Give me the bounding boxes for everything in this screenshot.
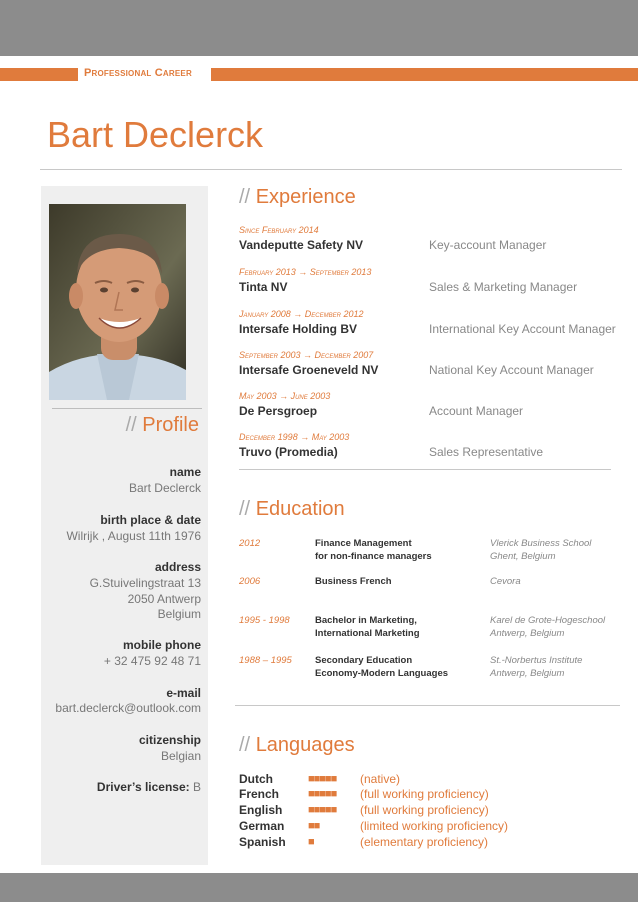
language-name: English	[239, 803, 283, 817]
languages-heading-text: Languages	[255, 734, 355, 756]
language-name: Dutch	[239, 772, 273, 786]
language-description: (elementary proficiency)	[360, 835, 489, 849]
profile-label-name: name	[169, 465, 201, 479]
heading-slashes: //	[239, 498, 251, 520]
language-name: Spanish	[239, 835, 286, 849]
education-heading	[239, 498, 345, 521]
education-heading-text: Education	[255, 498, 345, 520]
education-years: 2006	[239, 576, 261, 587]
education-school-line: Antwerp, Belgium	[490, 628, 565, 639]
profile-value-citizenship: Belgian	[160, 749, 201, 763]
education-degree-line: Business French	[315, 576, 392, 587]
languages-heading	[239, 734, 355, 757]
experience-heading-text: Experience	[255, 186, 356, 208]
heading-slashes: //	[125, 414, 137, 436]
experience-period: September 2003 → December 2007	[239, 350, 374, 360]
education-school-line: St.-Norbertus Institute	[490, 655, 583, 666]
language-level-squares: ■■■■■	[308, 804, 337, 816]
language-level-squares: ■■	[308, 820, 320, 832]
profile-label-license: Driver’s license:	[96, 780, 190, 794]
bottom-gray-band	[0, 873, 638, 902]
language-name: French	[239, 787, 280, 801]
experience-period: May 2003 → June 2003	[239, 391, 331, 401]
profile-heading	[41, 414, 199, 437]
language-level-squares: ■■■■■	[308, 773, 337, 785]
education-degree-line: for non-finance managers	[315, 551, 432, 562]
top-gray-band	[0, 0, 638, 56]
language-level-squares: ■■■■■	[308, 788, 337, 800]
experience-company: De Persgroep	[239, 404, 318, 418]
experience-company: Intersafe Holding BV	[239, 322, 358, 336]
education-degree	[315, 614, 420, 640]
education-school	[490, 575, 521, 588]
education-school-line: Cevora	[490, 576, 521, 587]
education-school-line: Antwerp, Belgium	[490, 668, 565, 679]
experience-company: Intersafe Groeneveld NV	[239, 363, 379, 377]
education-school	[490, 537, 591, 563]
education-divider	[235, 705, 620, 706]
education-school-line: Karel de Grote-Hogeschool	[490, 615, 606, 626]
experience-role: Account Manager	[429, 404, 524, 418]
experience-company: Vandeputte Safety NV	[239, 238, 364, 252]
profile-divider	[52, 408, 202, 409]
language-description: (full working proficiency)	[360, 803, 489, 817]
education-degree	[315, 654, 448, 680]
experience-heading	[239, 186, 356, 209]
header-stripe-left	[0, 68, 78, 81]
page-title: Bart Declerck	[47, 114, 264, 155]
education-degree-line: Secondary Education	[315, 655, 413, 666]
language-description: (full working proficiency)	[360, 787, 489, 801]
experience-role: Sales Representative	[429, 445, 544, 459]
heading-slashes: //	[239, 734, 251, 756]
experience-period: December 1998 → May 2003	[239, 432, 350, 442]
education-years: 1995 - 1998	[239, 615, 290, 626]
education-degree	[315, 575, 392, 588]
profile-label-phone: mobile phone	[123, 638, 201, 652]
profile-value-birth: Wilrijk , August 11th 1976	[66, 529, 201, 543]
section-label: Professional Career	[84, 67, 192, 79]
education-years: 1988 – 1995	[239, 655, 292, 666]
education-years: 2012	[239, 538, 261, 549]
education-degree	[315, 537, 432, 563]
heading-slashes: //	[239, 186, 251, 208]
education-degree-line: Economy-Modern Languages	[315, 668, 449, 679]
education-school-line: Vlerick Business School	[490, 538, 592, 549]
profile-value-address-street: G.Stuivelingstraat 13	[89, 576, 201, 590]
experience-role: National Key Account Manager	[429, 363, 594, 377]
education-school	[490, 654, 582, 680]
language-description: (native)	[360, 772, 401, 786]
profile-license	[41, 780, 201, 794]
experience-company: Truvo (Promedia)	[239, 445, 338, 459]
header-stripe-right	[211, 68, 638, 81]
education-school-line: Ghent, Belgium	[490, 551, 556, 562]
profile-label-citizenship: citizenship	[138, 733, 201, 747]
experience-period: Since February 2014	[239, 225, 319, 235]
profile-value-address-country: Belgium	[157, 607, 201, 621]
experience-divider	[239, 469, 611, 470]
profile-value-phone: + 32 475 92 48 71	[103, 654, 201, 668]
language-name: German	[239, 819, 285, 833]
experience-role: Key-account Manager	[429, 238, 547, 252]
experience-company: Tinta NV	[239, 280, 288, 294]
experience-period: February 2013 → September 2013	[239, 267, 372, 277]
experience-role: International Key Account Manager	[429, 322, 616, 336]
experience-period: January 2008 → December 2012	[239, 309, 364, 319]
profile-value-license: B	[192, 780, 201, 794]
language-description: (limited working proficiency)	[360, 819, 509, 833]
education-degree-line: International Marketing	[315, 628, 420, 639]
profile-label-email: e-mail	[166, 686, 201, 700]
profile-label-address: address	[154, 560, 201, 574]
language-level-squares: ■	[308, 836, 314, 848]
profile-value-address-city: 2050 Antwerp	[127, 592, 201, 606]
title-divider	[40, 169, 622, 170]
profile-value-name: Bart Declerck	[128, 481, 201, 495]
profile-label-birth: birth place & date	[100, 513, 201, 527]
experience-role: Sales & Marketing Manager	[429, 280, 578, 294]
profile-heading-text: Profile	[142, 414, 199, 436]
portrait-photo	[49, 204, 186, 400]
education-school	[490, 614, 605, 640]
education-degree-line: Finance Management	[315, 538, 412, 549]
profile-value-email: bart.declerck@outlook.com	[55, 701, 201, 715]
education-degree-line: Bachelor in Marketing,	[315, 615, 417, 626]
